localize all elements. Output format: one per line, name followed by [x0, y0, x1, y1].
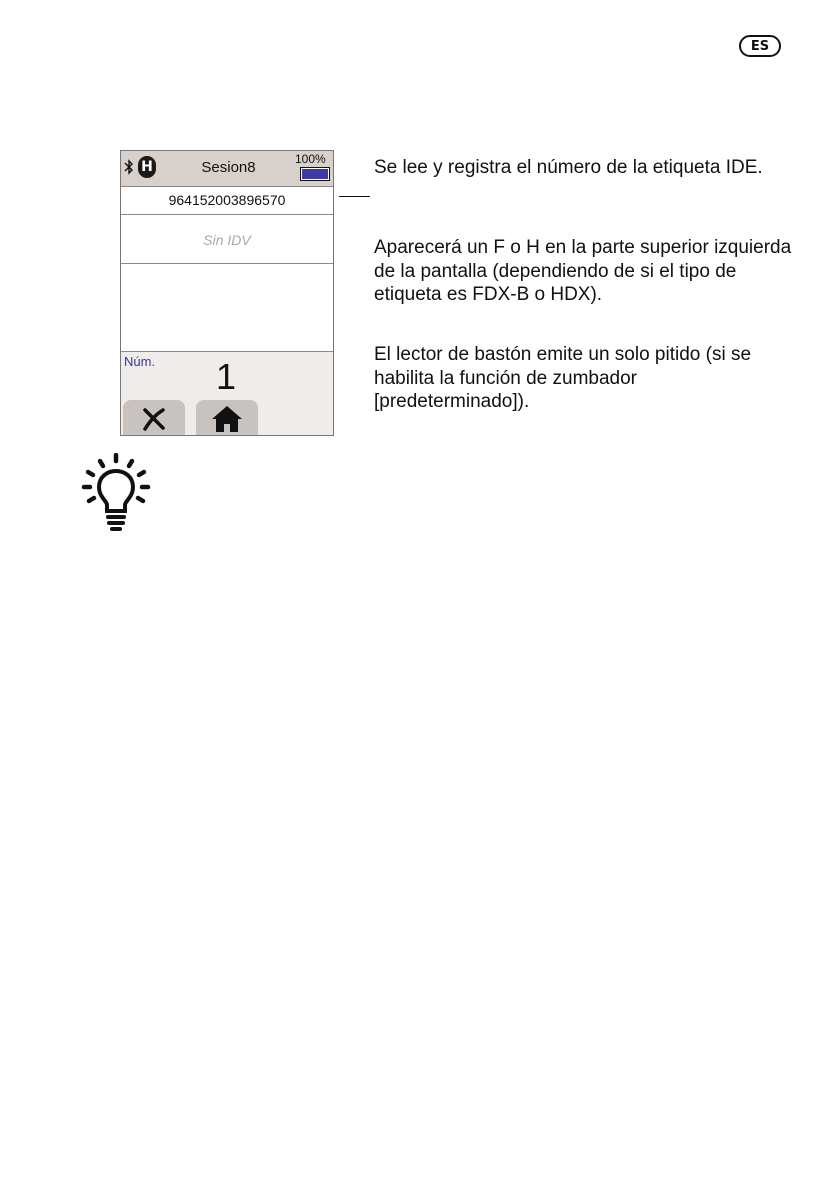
callout-line	[339, 196, 370, 197]
language-badge: ES	[739, 35, 781, 57]
cancel-button[interactable]	[123, 400, 185, 436]
bluetooth-icon	[124, 158, 134, 176]
count-label: Núm.	[124, 354, 156, 369]
close-icon	[141, 406, 167, 432]
description-text: Aparecerá un F o H en la parte superior izquierda de la pantalla (dependiendo de si el tipo de etiqueta es FDX-B o HDX).	[374, 237, 792, 305]
count-value: 1	[215, 356, 237, 397]
home-icon	[211, 405, 243, 433]
battery-icon	[300, 167, 330, 181]
description-3	[374, 343, 794, 414]
description-1	[374, 156, 794, 180]
battery-level-fill	[302, 169, 328, 179]
description-2	[374, 236, 794, 307]
count-panel	[121, 351, 333, 436]
tag-type-badge: H	[138, 156, 156, 178]
tag-number: 964152003896570	[121, 187, 333, 215]
description-text: El lector de bastón emite un solo pitido (si se habilita la función de zumbador [predeterminado]).	[374, 344, 752, 412]
status-bar	[121, 151, 333, 187]
empty-area	[121, 264, 333, 351]
idv-field[interactable]: Sin IDV	[121, 215, 333, 264]
session-title: Sesion8	[201, 159, 256, 176]
device-screen	[120, 150, 334, 436]
description-text: Se lee y registra el número de la etiqueta IDE.	[374, 157, 763, 178]
lightbulb-icon	[81, 453, 151, 533]
battery-percent: 100%	[295, 152, 326, 166]
home-button[interactable]	[196, 400, 258, 436]
